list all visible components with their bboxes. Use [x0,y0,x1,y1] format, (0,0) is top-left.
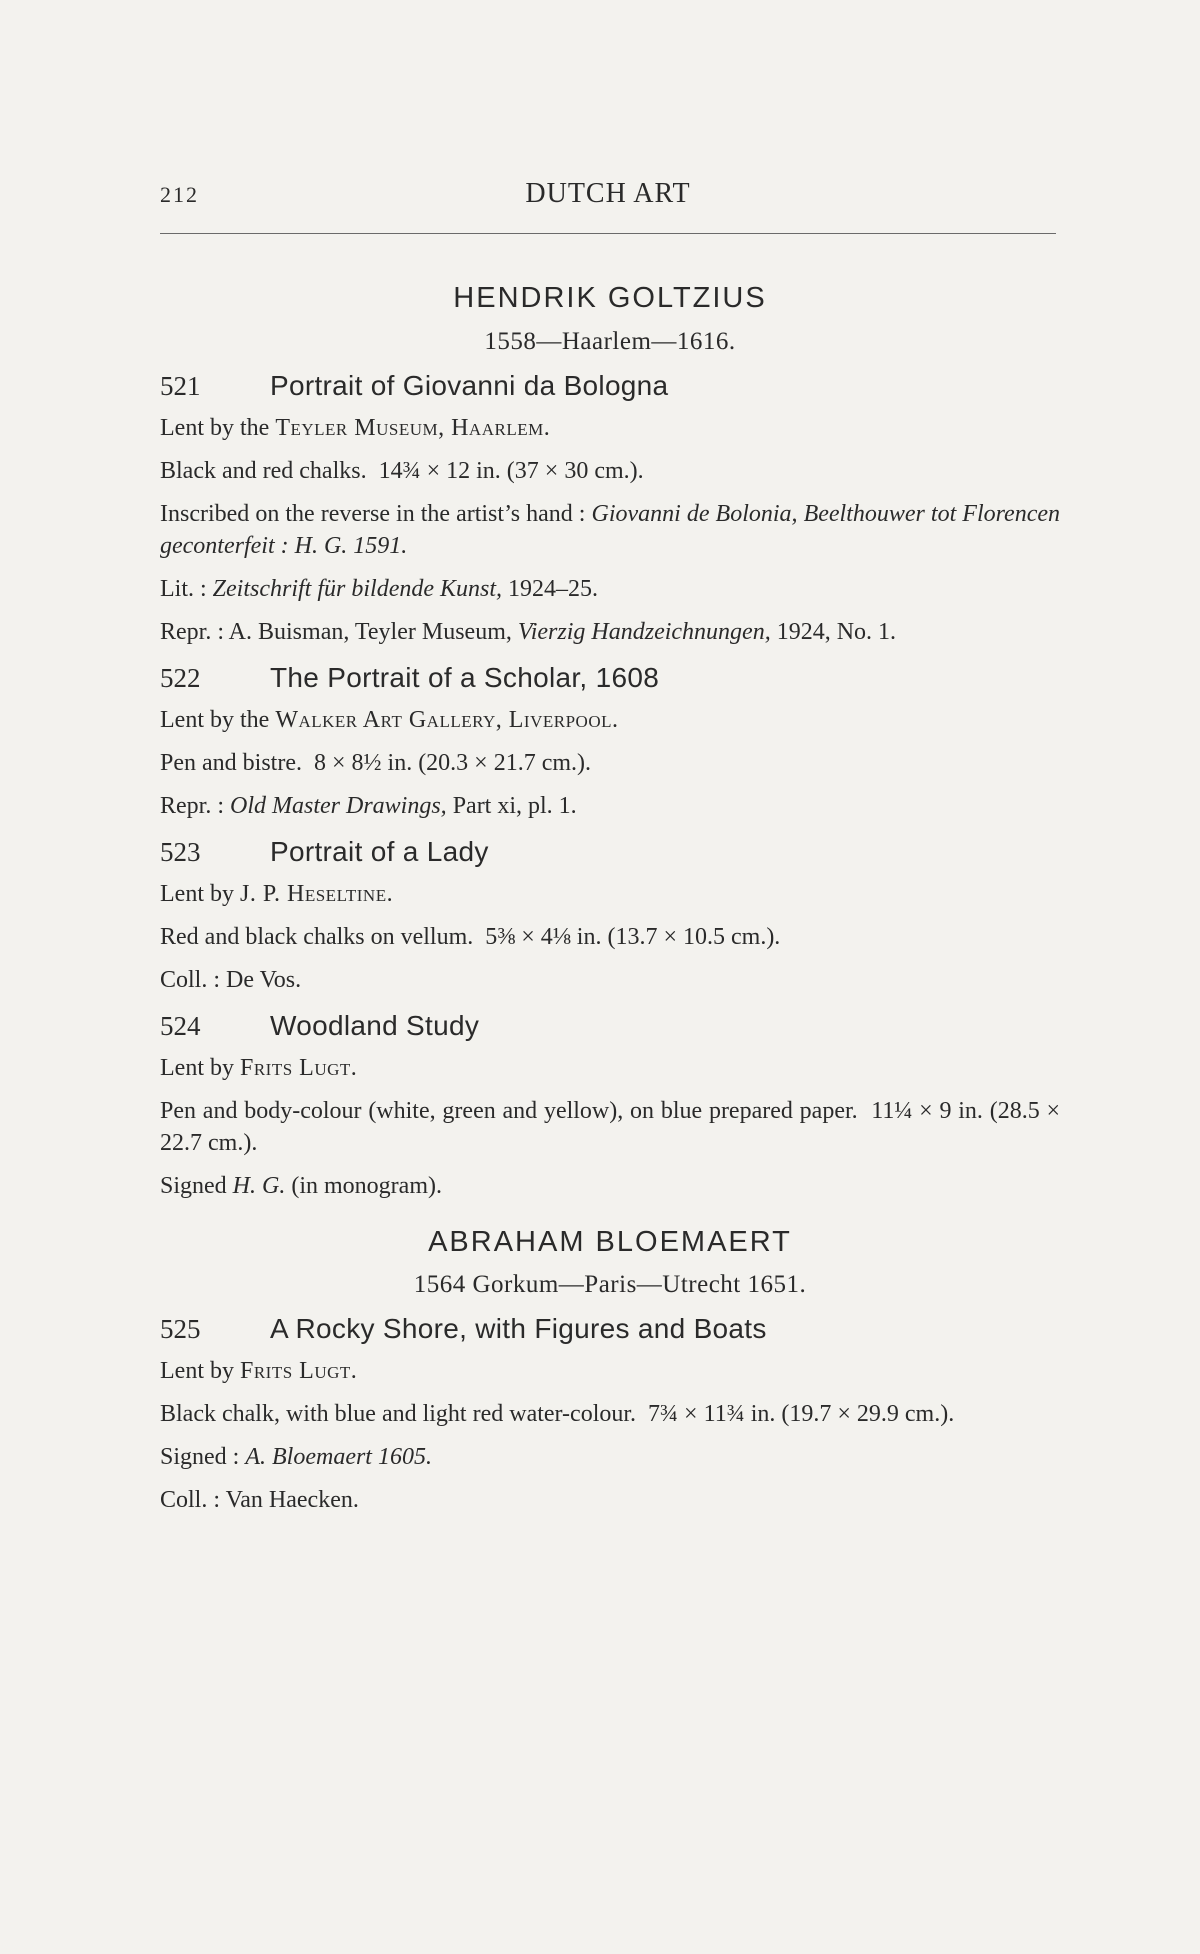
lent-by-line [160,878,1060,910]
dimensions: 5⅜ × 4⅛ in. (13.7 × 10.5 cm.). [485,923,781,950]
medium-line [160,455,1060,487]
lent-by-line [160,704,1060,736]
medium-line [160,921,1060,953]
medium-line [160,747,1060,779]
artist-section-bloemaert [160,1224,1060,1517]
running-head [160,178,1056,214]
medium: Black and red chalks. [160,457,367,484]
repr-prefix: Repr. : A. Buisman, Teyler Museum, [160,618,512,645]
lent-prefix: Lent by [160,880,234,907]
lit-source: Zeitschrift für bildende Kunst, [212,575,503,602]
entry-title: Woodland Study [270,1009,480,1041]
lent-prefix: Lent by the [160,414,270,441]
lent-prefix: Lent by the [160,706,270,733]
artist-name: HENDRIK GOLTZIUS [453,282,767,314]
dimensions: 11¼ × 9 in. (28.5 × 22.7 cm.). [160,1097,1061,1156]
artist-dates: 1564 Gorkum—Paris—Utrecht 1651. [413,1271,807,1299]
entry-number: 523 [160,836,201,867]
entry-number: 524 [160,1010,201,1041]
catalogue-entry-523 [160,836,1060,996]
lender-name: Frits Lugt. [239,1358,358,1385]
lent-by-line [160,1052,1060,1084]
entry-title: Portrait of a Lady [270,835,489,867]
entry-title: Portrait of Giovanni da Bologna [270,369,669,401]
reproduction-line [160,790,1060,822]
entry-number: 525 [160,1314,201,1345]
lender-name: Walker Art Gallery, Liverpool. [275,706,619,733]
medium-line [160,1095,1060,1159]
medium: Pen and bistre. [160,749,302,776]
signed-prefix: Signed [160,1172,227,1199]
repr-title: Old Master Drawings, [230,792,447,819]
signed-line [160,1170,1060,1202]
catalogue-entry-522 [160,662,1060,822]
header-rule [160,233,1056,234]
collection-line: Coll. : De Vos. [160,966,302,993]
repr-suffix: Part xi, pl. 1. [452,792,577,819]
artist-dates: 1558—Haarlem—1616. [484,327,736,355]
entry-heading [160,1010,1060,1042]
lent-prefix: Lent by [160,1358,234,1385]
artist-section-goltzius [160,280,1060,1202]
signed-mark: A. Bloemaert 1605. [245,1444,432,1471]
page-number: 212 [160,182,199,207]
lent-by-line [160,412,1060,444]
lit-year: 1924–25. [508,575,599,602]
entry-heading [160,370,1060,402]
catalogue-entry-524 [160,1010,1060,1202]
artist-name: ABRAHAM BLOEMAERT [428,1225,792,1258]
entry-title: A Rocky Shore, with Figures and Boats [270,1313,767,1345]
lent-by-line [160,1355,1060,1387]
inscription-prefix: Inscribed on the reverse in the artist’s hand : [160,500,586,527]
signed-mark: H. G. [232,1172,286,1199]
dimensions: 7¾ × 11¾ in. (19.7 × 29.9 cm.). [648,1401,955,1428]
entry-heading [160,1313,1060,1345]
medium: Black chalk, with blue and light red water-colour. [160,1401,637,1428]
lender-name: Teyler Museum, Haarlem. [275,414,551,441]
repr-suffix: 1924, No. 1. [776,618,897,645]
catalogue-entry-525 [160,1313,1060,1516]
literature-line [160,573,1060,605]
entry-number: 521 [160,370,201,401]
signed-line [160,1441,1060,1473]
medium: Red and black chalks on vellum. [160,923,474,950]
lit-prefix: Lit. : [160,575,207,602]
inscription-line [160,498,1060,562]
catalogue-entry-521 [160,370,1060,648]
page-content [160,270,1060,1527]
lent-prefix: Lent by [160,1054,234,1081]
lender-name: Frits Lugt. [239,1054,358,1081]
signed-suffix: (in monogram). [291,1172,442,1199]
medium-line [160,1398,1060,1430]
inscription-text: Giovanni de Bolonia, Beelthouwer tot Florencen geconterfeit : H. G. 1591. [160,500,1061,559]
dimensions: 8 × 8½ in. (20.3 × 21.7 cm.). [313,749,592,776]
entry-heading [160,836,1060,868]
entry-number: 522 [160,662,201,693]
reproduction-line [160,616,1060,648]
signed-prefix: Signed : [160,1444,240,1471]
running-title: DUTCH ART [525,178,691,209]
repr-prefix: Repr. : [160,792,224,819]
medium: Pen and body-colour (white, green and yellow), on blue prepared paper. [160,1097,858,1124]
collection-line: Coll. : Van Haecken. [160,1487,359,1514]
repr-title: Vierzig Handzeichnungen, [517,618,771,645]
dimensions: 14¾ × 12 in. (37 × 30 cm.). [378,457,644,484]
lender-name: J. P. Heseltine. [239,880,394,907]
entry-title: The Portrait of a Scholar, 1608 [270,661,660,693]
entry-heading [160,662,1060,694]
